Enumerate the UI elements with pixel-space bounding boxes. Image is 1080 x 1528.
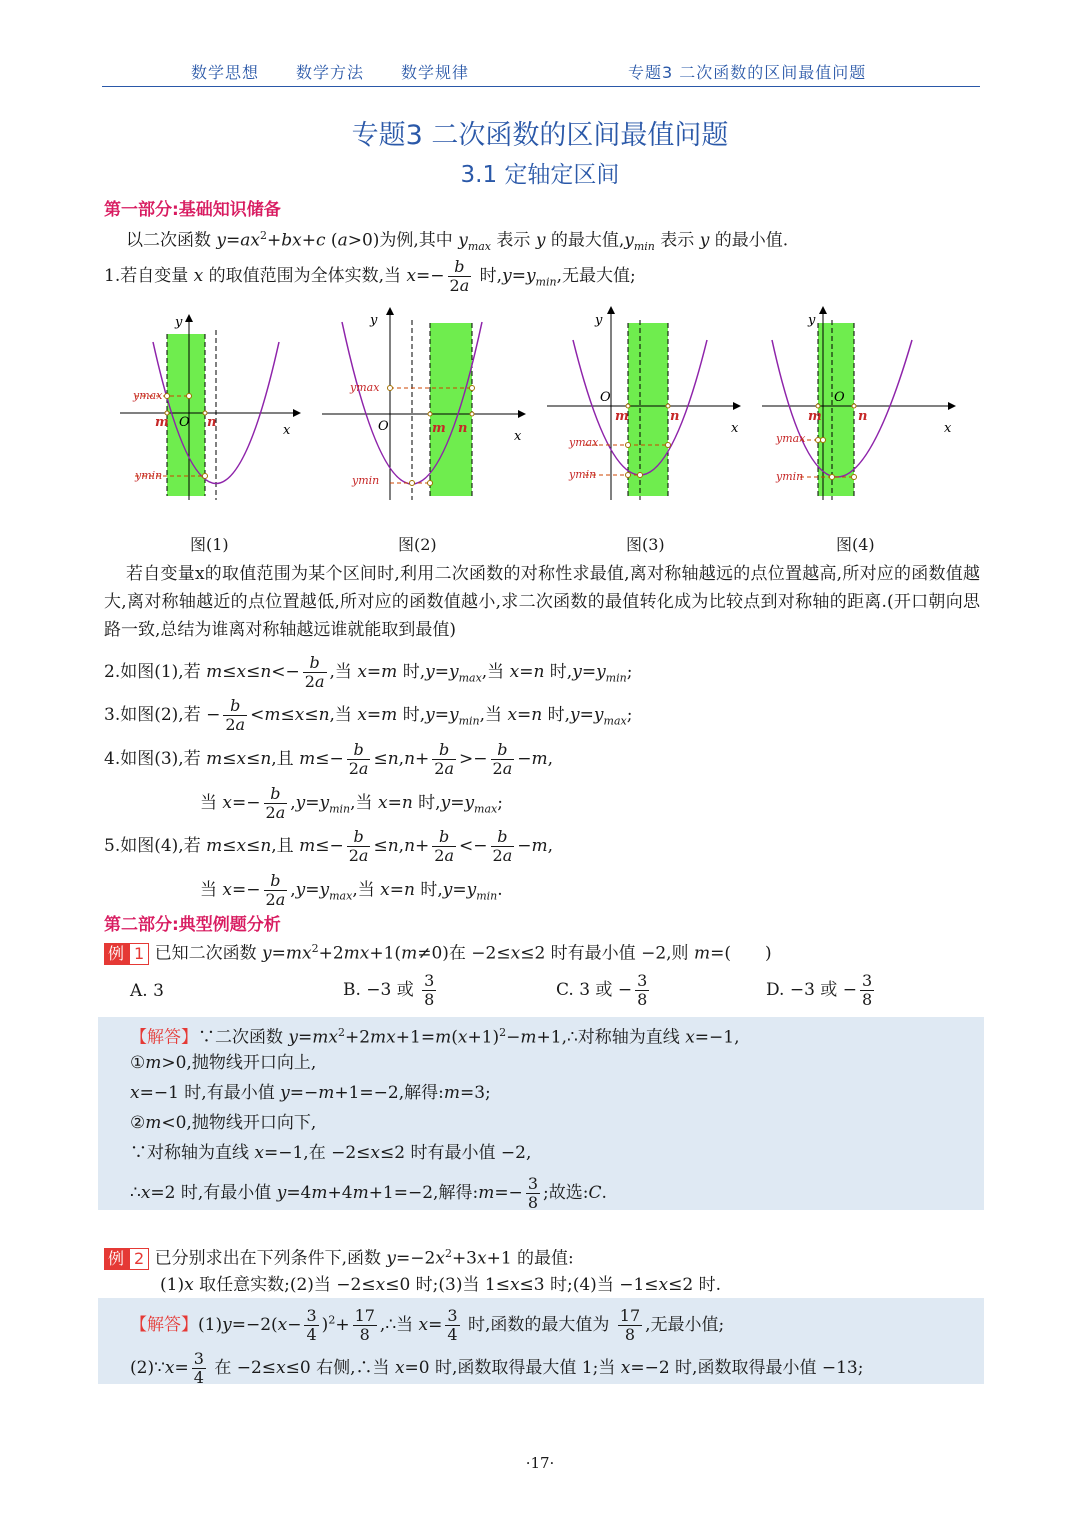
item-3: 3.如图(2),若 − $\frac{b}{2a}$ <m≤x≤n,当 x=m 时$,y=y_{min}$,当 x=n 时$,y=y_{max}$; xyxy=(104,696,633,734)
example-2-conditions: (1)x 取任意实数;(2)当 −2≤x≤0 时;(3)当 1≤x≤3 时;(4)当 −1≤x≤2 时. xyxy=(160,1275,721,1295)
svg-text:O: O xyxy=(834,390,845,405)
example-tag: 例 2 xyxy=(104,1248,149,1270)
header-rule xyxy=(102,86,980,87)
svg-text:ymax: ymax xyxy=(350,381,380,394)
solution-1-line-6: ∴x=2 时,有最小值 y=4m+4m+1=−2,解得:m=− $\frac{3}{8}$ ;故选:C. xyxy=(130,1174,607,1212)
svg-text:m: m xyxy=(808,409,822,424)
svg-text:y: y xyxy=(595,313,603,328)
header-item-3: 数学规律 xyxy=(401,63,470,82)
svg-text:n: n xyxy=(858,409,868,424)
page-title: 专题3 二次函数的区间最值问题 xyxy=(351,120,729,151)
svg-text:O: O xyxy=(378,419,389,434)
svg-text:x: x xyxy=(944,421,952,436)
graph-4 xyxy=(760,300,960,510)
header-item-1: 数学思想 xyxy=(191,63,260,82)
solution-1-line-4: ②m<0,抛物线开口向下, xyxy=(130,1113,317,1133)
solution-1-line-2: ①m>0,抛物线开口向上, xyxy=(130,1053,317,1073)
svg-text:n: n xyxy=(207,415,217,430)
item-5-line-1: 5.如图(4),若 m≤x≤n,且 m≤− $\frac{b}{2a}$ ≤n,n+ $\frac{b}{2a}$ <− $\frac{b}{2a}$ −m, xyxy=(104,827,554,865)
page-subtitle: 3.1 定轴定区间 xyxy=(460,162,620,188)
item-1: 1.若自变量 x 的取值范围为全体实数,当 x=− $\frac{b}{2a}$ 时$,y=y_{min}$,无最大值; xyxy=(104,257,636,295)
explanation-paragraph: 若自变量x的取值范围为某个区间时,利用二次函数的对称性求最值,离对称轴越远的点位置越高,所对应的函数值越大,离对称轴越近的点位置越低,所对应的函数值越小,求二次函数的最值转化成为比较点到对称轴的距离.(开口朝向思路一致,总结为谁离对称轴越远谁就能取到最值) xyxy=(104,564,980,640)
interval-band xyxy=(628,323,668,496)
intro-line: 以二次函数 $y=ax^2+bx+c$ (a>0)为例,其中 $y_{max}$ 表示 y 的最大值$,y_{min}$ 表示 y 的最小值. xyxy=(126,229,789,254)
item-4-line-1: 4.如图(3),若 m≤x≤n,且 m≤− $\frac{b}{2a}$ ≤n,n+ $\frac{b}{2a}$ >− $\frac{b}{2a}$ −m, xyxy=(104,740,554,778)
graph-1 xyxy=(115,300,305,510)
graph-3 xyxy=(545,300,745,510)
svg-text:O: O xyxy=(600,390,611,405)
solution-2-line-1: 【解答】(1)y=−2(x− $\frac{3}{4}$ )$^2$+ $\frac{17}{8}$ ,∴当 x= $\frac{3}{4}$ 时,函数的最大值为 $\frac{17}{8}$ ,无最小值; xyxy=(130,1306,725,1344)
solution-1-line-1: 【解答】∵二次函数 $y=mx^2+2mx+1=m(x+1)^2-m+1,\therefore$对称轴为直线 x=−1, xyxy=(130,1026,740,1048)
svg-text:x: x xyxy=(283,423,291,438)
svg-text:x: x xyxy=(514,429,522,444)
svg-text:ymax: ymax xyxy=(133,389,163,402)
option-a: A. 3 xyxy=(130,981,164,1001)
svg-text:n: n xyxy=(458,421,468,436)
interval-band xyxy=(430,323,472,496)
example-1-question: 例 1 已知二次函数 $y=mx^2+2mx+1(m\ne 0)$在 −2≤x≤2 时有最小值 −2,则 m=( ) xyxy=(104,938,772,965)
svg-text:m: m xyxy=(432,421,446,436)
figure-caption-2: 图(2) xyxy=(398,535,437,554)
section-heading-1: 第一部分:基础知识储备 xyxy=(104,200,281,220)
item-2: 2.如图(1),若 m≤x≤n<− $\frac{b}{2a}$ ,当 x=m 时$,y=y_{max}$,当 x=n 时$,y=y_{min}$; xyxy=(104,653,633,691)
svg-text:ymin: ymin xyxy=(776,470,804,483)
svg-text:ymin: ymin xyxy=(135,469,163,482)
solution-1-line-3: x=−1 时,有最小值 y=−m+1=−2,解得:m=3; xyxy=(130,1083,491,1103)
svg-text:m: m xyxy=(155,415,169,430)
graph-2 xyxy=(318,300,532,510)
page-number: ·17· xyxy=(525,1454,555,1472)
svg-text:n: n xyxy=(670,409,680,424)
header-item-2: 数学方法 xyxy=(296,63,365,82)
figure-caption-3: 图(3) xyxy=(626,535,665,554)
svg-text:ymin: ymin xyxy=(352,474,380,487)
svg-text:x: x xyxy=(731,421,739,436)
item-5-line-2: 当 x=− $\frac{b}{2a}$ $,y=y_{max}$,当 x=n 时$,y=y_{min}$. xyxy=(200,871,503,909)
header-right: 专题3 二次函数的区间最值问题 xyxy=(628,63,867,82)
example-2-question: 例 2 已分别求出在下列条件下,函数 $y=-2x^2+3x+1$ 的最值: xyxy=(104,1243,574,1270)
option-d: D. −3 或 − $\frac{3}{8}$ xyxy=(766,971,873,1009)
solution-2-line-2: (2)∵x= $\frac{3}{4}$ 在 −2≤x≤0 右侧,∴当 x=0 时,函数取得最大值 1;当 x=−2 时,函数取得最小值 −13; xyxy=(130,1349,864,1387)
svg-text:O: O xyxy=(179,415,190,430)
svg-text:m: m xyxy=(615,409,629,424)
option-b: B. −3 或 $\frac{3}{8}$ xyxy=(343,971,435,1009)
option-c: C. 3 或 − $\frac{3}{8}$ xyxy=(556,971,648,1009)
svg-text:ymax: ymax xyxy=(776,432,806,445)
section-heading-2: 第二部分:典型例题分析 xyxy=(104,915,281,935)
svg-text:y: y xyxy=(175,315,183,330)
item-4-line-2: 当 x=− $\frac{b}{2a}$ $,y=y_{min}$,当 x=n 时$,y=y_{max}$; xyxy=(200,784,503,822)
svg-text:ymin: ymin xyxy=(569,468,597,481)
svg-text:y: y xyxy=(370,313,378,328)
example-tag: 例 1 xyxy=(104,943,149,965)
figure-caption-4: 图(4) xyxy=(836,535,875,554)
figure-caption-1: 图(1) xyxy=(190,535,229,554)
solution-1-line-5: ∵对称轴为直线 x=−1,在 −2≤x≤2 时有最小值 −2, xyxy=(130,1143,532,1163)
svg-text:y: y xyxy=(808,313,816,328)
svg-text:ymax: ymax xyxy=(569,436,599,449)
